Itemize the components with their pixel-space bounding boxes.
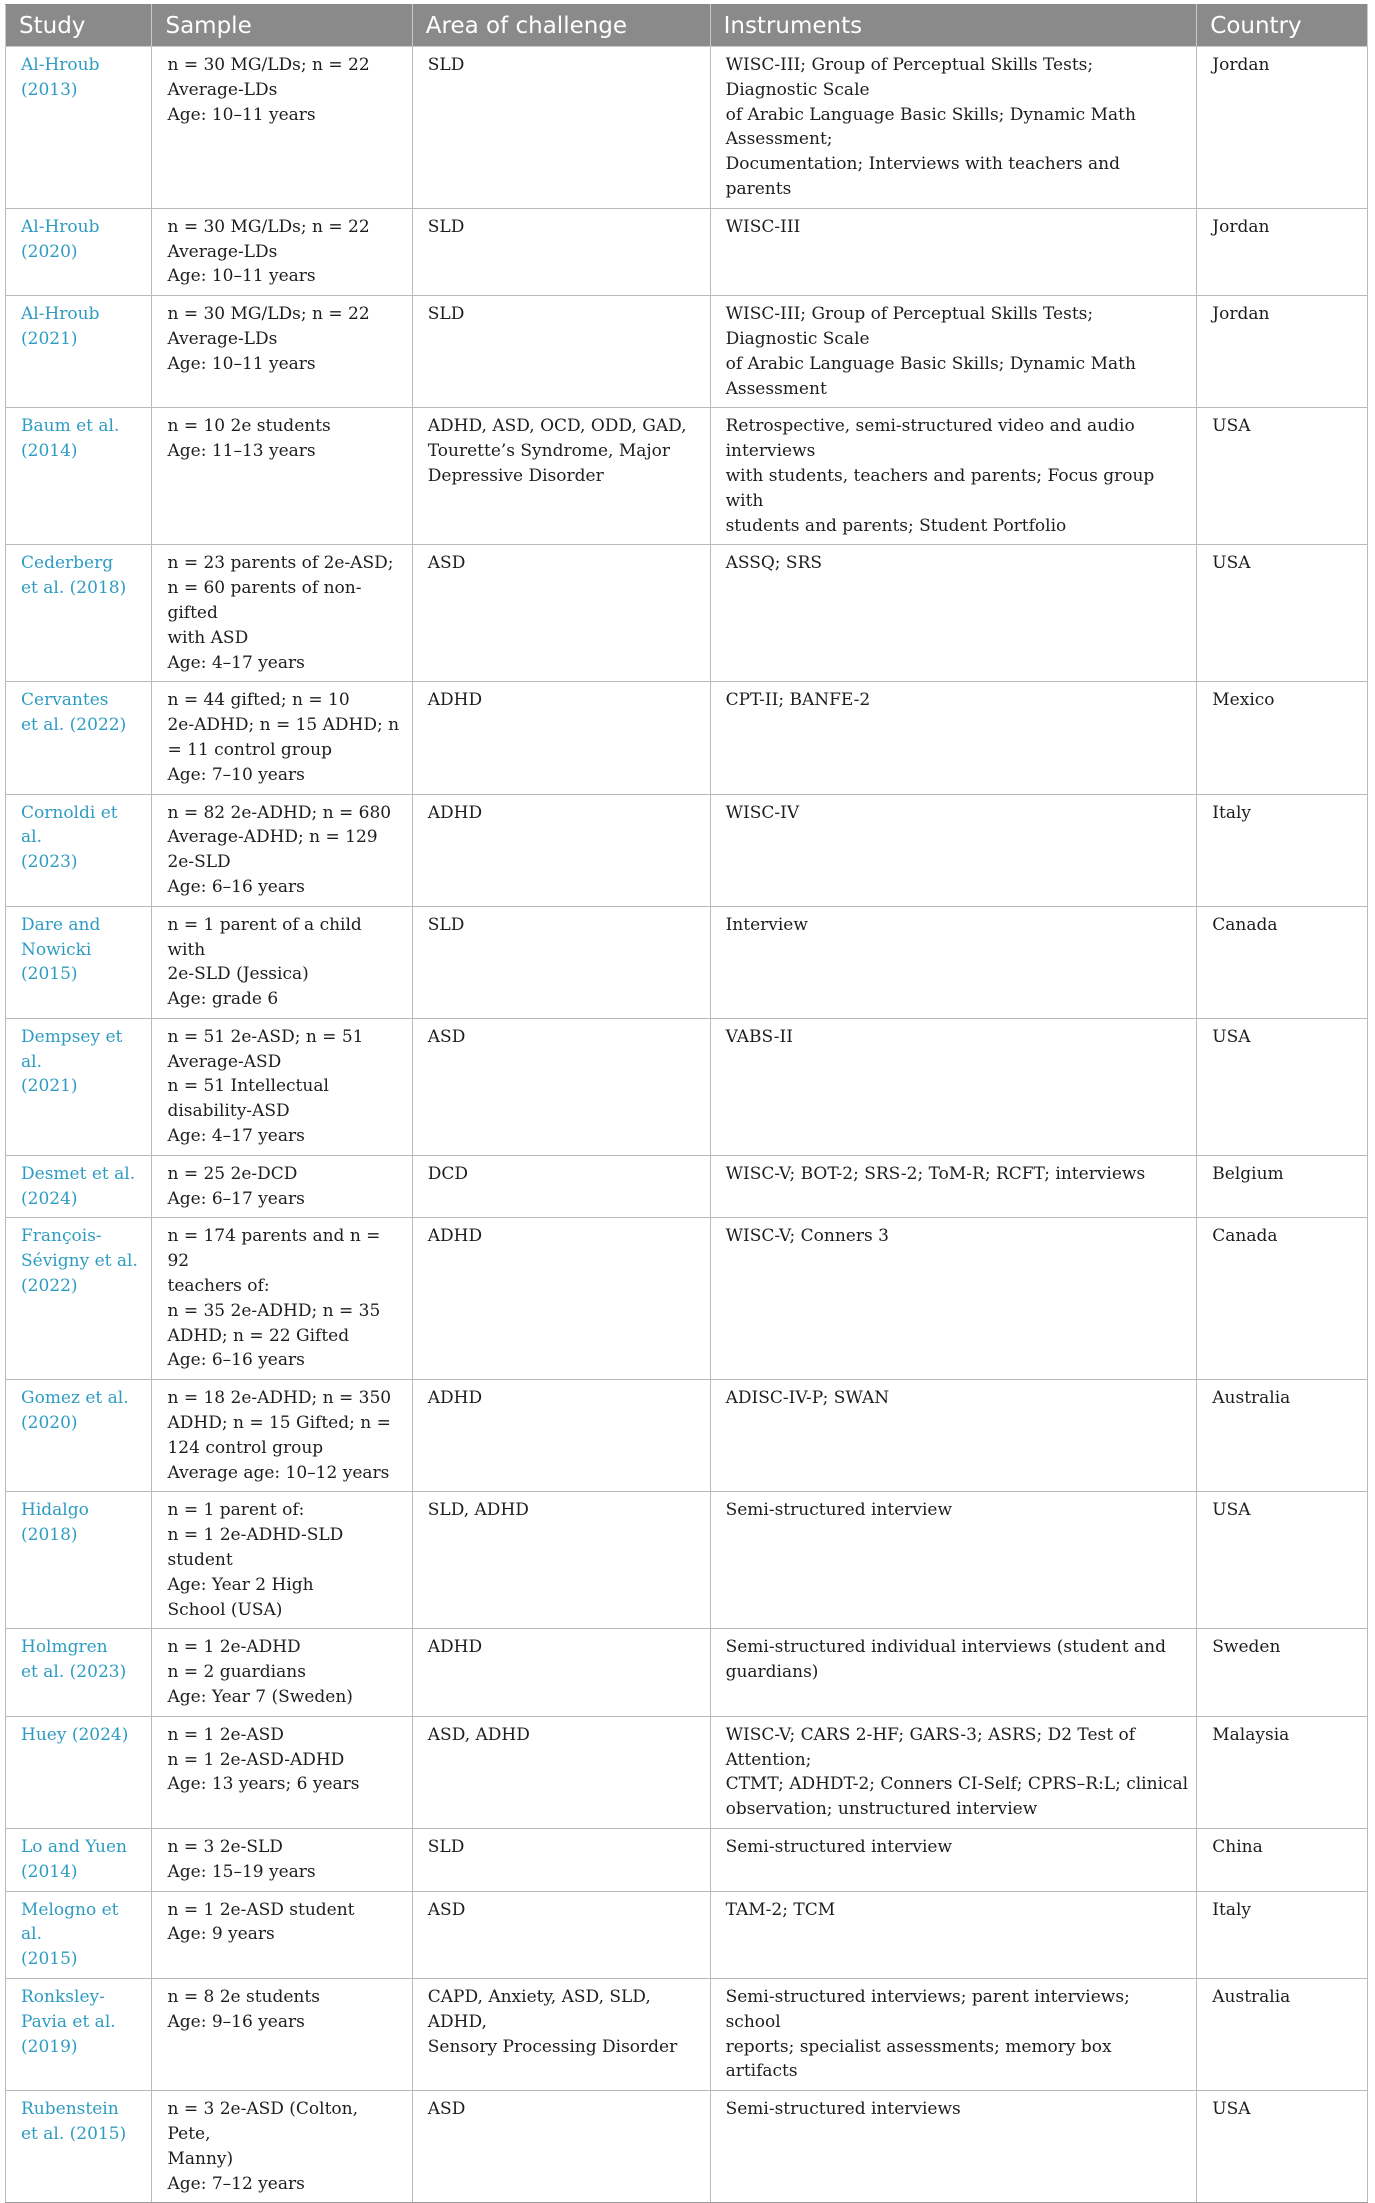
instruments-cell: [710, 794, 1197, 906]
area-cell-line: Tourette’s Syndrome, Major: [427, 441, 671, 462]
area-cell: [412, 1218, 710, 1380]
sample-cell: [152, 1629, 412, 1716]
country-cell: Jordan: [1197, 208, 1368, 295]
instruments-cell-line: guardians): [725, 1662, 819, 1683]
sample-cell-line: Age: 10–11 years: [167, 266, 316, 287]
sample-cell-line: n = 174 parents and n = 92: [167, 1226, 386, 1272]
study-link-line: Gomez et al.: [21, 1388, 129, 1409]
sample-cell-line: n = 8 2e students: [167, 1986, 320, 2007]
sample-cell-line: Age: Year 2 High: [167, 1574, 314, 1595]
sample-cell-line: n = 18 2e-ADHD; n = 350: [167, 1388, 392, 1409]
instruments-cell: [710, 1829, 1197, 1892]
instruments-cell-line: ADISC-IV-P; SWAN: [725, 1388, 890, 1409]
country-cell: Mexico: [1197, 682, 1368, 794]
sample-cell: [152, 1716, 412, 1828]
instruments-cell-line: WISC-V; CARS 2-HF; GARS-3; ASRS; D2 Test of Attention;: [725, 1724, 1141, 1770]
area-cell: [412, 906, 710, 1018]
table-row: [6, 794, 1368, 906]
area-cell: [412, 545, 710, 682]
instruments-cell-line: WISC-V; Conners 3: [725, 1226, 889, 1247]
instruments-cell-line: Documentation; Interviews with teachers and parents: [725, 154, 1126, 199]
table-row: [6, 1829, 1368, 1892]
sample-cell-line: Age: 9–16 years: [167, 2011, 305, 2032]
table-row: [6, 1629, 1368, 1716]
area-cell-line: ADHD: [427, 1388, 483, 1409]
instruments-cell-line: WISC-IV: [725, 802, 800, 823]
header-row: [6, 5, 1368, 47]
header-sample: Sample: [152, 5, 412, 47]
study-link-line: (2015): [21, 964, 78, 985]
area-cell-line: SLD: [427, 1837, 465, 1857]
study-link[interactable]: [6, 794, 152, 906]
instruments-cell-line: students and parents; Student Portfolio: [725, 515, 1067, 536]
sample-cell-line: 2e-ADHD; n = 15 ADHD; n: [167, 715, 400, 736]
study-link-line: Dare and: [21, 914, 101, 935]
country-cell: Italy: [1197, 794, 1368, 906]
study-link-line: François-: [21, 1226, 102, 1247]
sample-cell-line: n = 2 guardians: [167, 1662, 306, 1683]
country-cell: Australia: [1197, 1978, 1368, 2090]
area-cell-line: Sensory Processing Disorder: [427, 2036, 678, 2057]
area-cell: [412, 1380, 710, 1492]
area-cell-line: CAPD, Anxiety, ASD, SLD, ADHD,: [427, 1986, 657, 2032]
study-link-line: Pavia et al.: [21, 2011, 116, 2032]
study-link[interactable]: [6, 906, 152, 1018]
area-cell-line: Depressive Disorder: [427, 465, 604, 486]
instruments-cell: [710, 1218, 1197, 1380]
study-link-line: Baum et al.: [21, 416, 120, 437]
sample-cell-line: n = 1 2e-ASD student: [167, 1899, 355, 1920]
study-link-line: Hidalgo (2018): [21, 1500, 95, 1546]
country-cell: Canada: [1197, 906, 1368, 1018]
instruments-cell-line: Semi-structured individual interviews (student and: [725, 1637, 1166, 1658]
sample-cell-line: Average-LDs: [167, 79, 278, 100]
sample-cell-line: n = 51 2e-ASD; n = 51: [167, 1026, 364, 1047]
sample-cell: [152, 1492, 412, 1629]
sample-cell-line: n = 51 Intellectual: [167, 1076, 329, 1097]
study-link-line: Al-Hroub: [21, 55, 100, 75]
sample-cell: [152, 1018, 412, 1155]
sample-cell-line: Age: 7–12 years: [167, 2173, 305, 2194]
sample-cell: [152, 408, 412, 545]
sample-cell: [152, 906, 412, 1018]
study-link-line: (2020): [21, 241, 78, 262]
sample-cell-line: n = 44 gifted; n = 10: [167, 690, 350, 711]
instruments-cell-line: of Arabic Language Basic Skills; Dynamic Math Assessment: [725, 353, 1142, 399]
sample-cell: [152, 1829, 412, 1892]
instruments-cell: [710, 1492, 1197, 1629]
area-cell-line: ASD: [427, 553, 466, 574]
sample-cell-line: n = 30 MG/LDs; n = 22: [167, 55, 370, 75]
area-cell: [412, 208, 710, 295]
study-link-line: Cornoldi et al.: [21, 802, 124, 848]
header-area: Area of challenge: [412, 5, 710, 47]
sample-cell-line: Age: 10–11 years: [167, 353, 316, 374]
country-cell: USA: [1197, 408, 1368, 545]
sample-cell-line: n = 60 parents of non-gifted: [167, 578, 362, 623]
sample-cell-line: Average age: 10–12 years: [167, 1462, 390, 1483]
area-cell-line: SLD: [427, 304, 465, 325]
sample-cell-line: 124 control group: [167, 1437, 324, 1458]
instruments-cell-line: Semi-structured interview: [725, 1837, 953, 1857]
instruments-cell-line: observation; unstructured interview: [725, 1799, 1038, 1820]
sample-cell: [152, 682, 412, 794]
sample-cell-line: n = 1 parent of:: [167, 1500, 305, 1521]
table-body: [6, 47, 1368, 2203]
header-study: Study: [6, 5, 152, 47]
study-link[interactable]: [6, 2091, 152, 2203]
study-link-line: Huey (2024): [21, 1724, 129, 1745]
sample-cell-line: n = 1 parent of a child with: [167, 914, 368, 960]
sample-cell-line: ADHD; n = 15 Gifted; n =: [167, 1413, 391, 1434]
area-cell: [412, 2091, 710, 2203]
sample-cell-line: 2e-SLD: [167, 852, 231, 873]
table-row: [6, 2091, 1368, 2203]
table-row: [6, 1218, 1368, 1380]
sample-cell-line: n = 30 MG/LDs; n = 22: [167, 304, 370, 325]
study-link[interactable]: [6, 545, 152, 682]
study-link-line: Cervantes: [21, 690, 109, 711]
sample-cell-line: Age: 9 years: [167, 1924, 275, 1945]
area-cell-line: SLD: [427, 216, 465, 237]
table-row: [6, 1380, 1368, 1492]
instruments-cell: [710, 408, 1197, 545]
instruments-cell: [710, 1978, 1197, 2090]
area-cell: [412, 1492, 710, 1629]
area-cell: [412, 794, 710, 906]
area-cell-line: ADHD: [427, 802, 483, 823]
study-link-line: et al. (2022): [21, 715, 127, 736]
study-link[interactable]: [6, 1891, 152, 1978]
study-link-line: Lo and Yuen: [21, 1837, 128, 1857]
area-cell-line: ADHD: [427, 690, 483, 711]
area-cell: [412, 1018, 710, 1155]
study-link-line: (2020): [21, 1413, 78, 1434]
area-cell-line: ASD: [427, 2099, 466, 2120]
sample-cell-line: 2e-SLD (Jessica): [167, 964, 309, 985]
study-link[interactable]: [6, 408, 152, 545]
sample-cell: [152, 1380, 412, 1492]
area-cell: [412, 1891, 710, 1978]
sample-cell-line: School (USA): [167, 1599, 283, 1620]
sample-cell-line: Age: Year 7 (Sweden): [167, 1687, 353, 1708]
study-link-line: (2023): [21, 852, 78, 873]
sample-cell-line: teachers of:: [167, 1276, 270, 1297]
country-cell: USA: [1197, 2091, 1368, 2203]
sample-cell-line: Age: 6–16 years: [167, 876, 305, 897]
table-row: [6, 1716, 1368, 1828]
area-cell: [412, 1155, 710, 1218]
study-link[interactable]: [6, 1218, 152, 1380]
sample-cell-line: Average-LDs: [167, 328, 278, 349]
study-link-line: (2021): [21, 328, 78, 349]
sample-cell-line: Age: 4–17 years: [167, 1126, 305, 1147]
area-cell: [412, 1629, 710, 1716]
instruments-cell-line: Retrospective, semi-structured video and audio interviews: [725, 416, 1141, 462]
instruments-cell: [710, 1716, 1197, 1828]
area-cell-line: SLD: [427, 914, 465, 935]
sample-cell-line: n = 1 2e-ASD-ADHD: [167, 1749, 345, 1770]
study-link-line: Cederberg: [21, 553, 114, 574]
sample-cell-line: n = 1 2e-ADHD: [167, 1637, 301, 1658]
study-link[interactable]: [6, 1829, 152, 1892]
instruments-cell-line: TAM-2; TCM: [725, 1899, 836, 1920]
instruments-cell: [710, 682, 1197, 794]
sample-cell-line: n = 23 parents of 2e-ASD;: [167, 553, 394, 574]
instruments-cell: [710, 906, 1197, 1018]
study-link-line: et al. (2023): [21, 1662, 127, 1683]
table-row: [6, 208, 1368, 295]
instruments-cell-line: Semi-structured interviews; parent interviews; school: [725, 1986, 1136, 2032]
study-link-line: Ronksley-: [21, 1986, 105, 2007]
sample-cell-line: n = 1 2e-ADHD-SLD student: [167, 1525, 349, 1571]
instruments-cell-line: CPT-II; BANFE-2: [725, 690, 871, 711]
area-cell-line: ASD: [427, 1899, 466, 1920]
study-link-line: Nowicki: [21, 939, 92, 960]
table-row: [6, 296, 1368, 408]
instruments-cell: [710, 1018, 1197, 1155]
study-link-line: (2022): [21, 1276, 78, 1297]
sample-cell-line: Age: grade 6: [167, 989, 279, 1010]
study-link[interactable]: [6, 1716, 152, 1828]
area-cell-line: ADHD: [427, 1226, 483, 1247]
sample-cell-line: Manny): [167, 2148, 234, 2169]
country-cell: China: [1197, 1829, 1368, 1892]
instruments-cell: [710, 208, 1197, 295]
instruments-cell-line: WISC-III; Group of Perceptual Skills Tests; Diagnostic Scale: [725, 55, 1099, 100]
instruments-cell-line: WISC-III; Group of Perceptual Skills Tests; Diagnostic Scale: [725, 304, 1099, 349]
instruments-cell-line: reports; specialist assessments; memory box artifacts: [725, 2036, 1117, 2082]
study-link-line: Al-Hroub: [21, 216, 100, 237]
country-cell: USA: [1197, 1492, 1368, 1629]
sample-cell-line: Age: 6–17 years: [167, 1188, 305, 1209]
instruments-cell-line: Interview: [725, 914, 808, 935]
table-row: [6, 1018, 1368, 1155]
sample-cell-line: Age: 13 years; 6 years: [167, 1774, 360, 1795]
header-instruments: Instruments: [710, 5, 1197, 47]
instruments-cell: [710, 545, 1197, 682]
area-cell: [412, 296, 710, 408]
sample-cell-line: with ASD: [167, 627, 249, 648]
study-link-line: Sévigny et al.: [21, 1251, 138, 1272]
study-link-line: (2015): [21, 1949, 78, 1970]
table-row: [6, 1492, 1368, 1629]
table-row: [6, 47, 1368, 209]
study-link-line: Dempsey et al.: [21, 1026, 128, 1072]
study-link[interactable]: [6, 47, 152, 209]
study-link-line: Melogno et al.: [21, 1899, 124, 1945]
study-link[interactable]: [6, 1380, 152, 1492]
sample-cell: [152, 1218, 412, 1380]
country-cell: Malaysia: [1197, 1716, 1368, 1828]
area-cell: [412, 682, 710, 794]
instruments-cell: [710, 1155, 1197, 1218]
study-link-line: (2021): [21, 1076, 78, 1097]
table-row: [6, 1978, 1368, 2090]
area-cell-line: ASD, ADHD: [427, 1724, 530, 1745]
sample-cell-line: Age: 10–11 years: [167, 104, 316, 125]
sample-cell-line: n = 35 2e-ADHD; n = 35: [167, 1300, 381, 1321]
sample-cell-line: n = 3 2e-SLD: [167, 1837, 283, 1857]
sample-cell-line: Average-LDs: [167, 241, 278, 262]
study-link-line: Desmet et al.: [21, 1163, 136, 1184]
instruments-cell-line: Semi-structured interview: [725, 1500, 953, 1521]
sample-cell-line: Age: 7–10 years: [167, 764, 305, 785]
instruments-cell: [710, 47, 1197, 209]
instruments-cell-line: ASSQ; SRS: [725, 553, 823, 574]
instruments-cell: [710, 1891, 1197, 1978]
study-link[interactable]: [6, 208, 152, 295]
instruments-cell-line: WISC-III: [725, 216, 801, 237]
table-row: [6, 906, 1368, 1018]
study-link-line: Rubenstein: [21, 2099, 119, 2120]
instruments-cell-line: Semi-structured interviews: [725, 2099, 961, 2120]
study-link-line: Holmgren: [21, 1637, 108, 1658]
instruments-cell-line: VABS-II: [725, 1026, 793, 1047]
instruments-cell: [710, 2091, 1197, 2203]
study-link[interactable]: [6, 1018, 152, 1155]
instruments-cell-line: WISC-V; BOT-2; SRS-2; ToM-R; RCFT; interviews: [725, 1163, 1146, 1184]
sample-cell-line: n = 10 2e students: [167, 416, 331, 437]
table-row: [6, 682, 1368, 794]
study-link-line: Al-Hroub: [21, 304, 100, 325]
study-link-line: (2024): [21, 1188, 78, 1209]
country-cell: Jordan: [1197, 47, 1368, 209]
sample-cell-line: n = 82 2e-ADHD; n = 680: [167, 802, 392, 823]
country-cell: Australia: [1197, 1380, 1368, 1492]
sample-cell: [152, 47, 412, 209]
sample-cell-line: Average-ASD: [167, 1051, 282, 1072]
study-link[interactable]: [6, 1978, 152, 2090]
sample-cell-line: Age: 4–17 years: [167, 652, 305, 673]
sample-cell-line: n = 3 2e-ASD (Colton, Pete,: [167, 2099, 364, 2144]
instruments-cell: [710, 1629, 1197, 1716]
country-cell: USA: [1197, 1018, 1368, 1155]
table-row: [6, 1891, 1368, 1978]
instruments-cell-line: with students, teachers and parents; Focus group with: [725, 465, 1160, 511]
study-link[interactable]: [6, 296, 152, 408]
area-cell: [412, 408, 710, 545]
area-cell: [412, 1829, 710, 1892]
sample-cell-line: Age: 11–13 years: [167, 441, 316, 462]
sample-cell-line: n = 30 MG/LDs; n = 22: [167, 216, 370, 237]
sample-cell-line: disability-ASD: [167, 1101, 290, 1122]
study-link-line: et al. (2015): [21, 2123, 127, 2144]
sample-cell: [152, 296, 412, 408]
area-cell: [412, 1978, 710, 2090]
study-link[interactable]: [6, 1629, 152, 1716]
sample-cell-line: Age: 6–16 years: [167, 1350, 305, 1371]
study-link-line: (2014): [21, 1861, 78, 1882]
study-link-line: et al. (2018): [21, 578, 127, 599]
area-cell-line: SLD, ADHD: [427, 1500, 529, 1521]
sample-cell-line: = 11 control group: [167, 739, 332, 760]
studies-table: [5, 4, 1368, 2203]
area-cell: [412, 1716, 710, 1828]
header-country: Country: [1197, 5, 1368, 47]
table-row: [6, 1155, 1368, 1218]
sample-cell: [152, 1978, 412, 2090]
country-cell: Belgium: [1197, 1155, 1368, 1218]
sample-cell: [152, 208, 412, 295]
study-link-line: (2013): [21, 79, 78, 100]
country-cell: Italy: [1197, 1891, 1368, 1978]
table-row: [6, 408, 1368, 545]
sample-cell-line: Age: 15–19 years: [167, 1861, 316, 1882]
sample-cell-line: Average-ADHD; n = 129: [167, 827, 378, 848]
area-cell-line: ADHD: [427, 1637, 483, 1658]
sample-cell-line: ADHD; n = 22 Gifted: [167, 1325, 350, 1346]
sample-cell: [152, 545, 412, 682]
sample-cell: [152, 1891, 412, 1978]
sample-cell: [152, 1155, 412, 1218]
area-cell-line: ASD: [427, 1026, 466, 1047]
area-cell-line: ADHD, ASD, OCD, ODD, GAD,: [427, 416, 687, 437]
sample-cell: [152, 2091, 412, 2203]
country-cell: Jordan: [1197, 296, 1368, 408]
study-link-line: (2019): [21, 2036, 78, 2057]
study-link-line: (2014): [21, 441, 78, 462]
instruments-cell: [710, 296, 1197, 408]
study-link[interactable]: [6, 1155, 152, 1218]
country-cell: USA: [1197, 545, 1368, 682]
sample-cell-line: n = 1 2e-ASD: [167, 1724, 284, 1745]
instruments-cell: [710, 1380, 1197, 1492]
table-row: [6, 545, 1368, 682]
area-cell: [412, 47, 710, 209]
country-cell: Canada: [1197, 1218, 1368, 1380]
country-cell: Sweden: [1197, 1629, 1368, 1716]
area-cell-line: DCD: [427, 1163, 469, 1184]
sample-cell: [152, 794, 412, 906]
area-cell-line: SLD: [427, 55, 465, 75]
instruments-cell-line: of Arabic Language Basic Skills; Dynamic Math Assessment;: [725, 104, 1142, 150]
study-link[interactable]: [6, 682, 152, 794]
sample-cell-line: n = 25 2e-DCD: [167, 1163, 298, 1184]
study-link[interactable]: [6, 1492, 152, 1629]
instruments-cell-line: CTMT; ADHDT-2; Conners CI-Self; CPRS–R:L; clinical: [725, 1774, 1189, 1795]
